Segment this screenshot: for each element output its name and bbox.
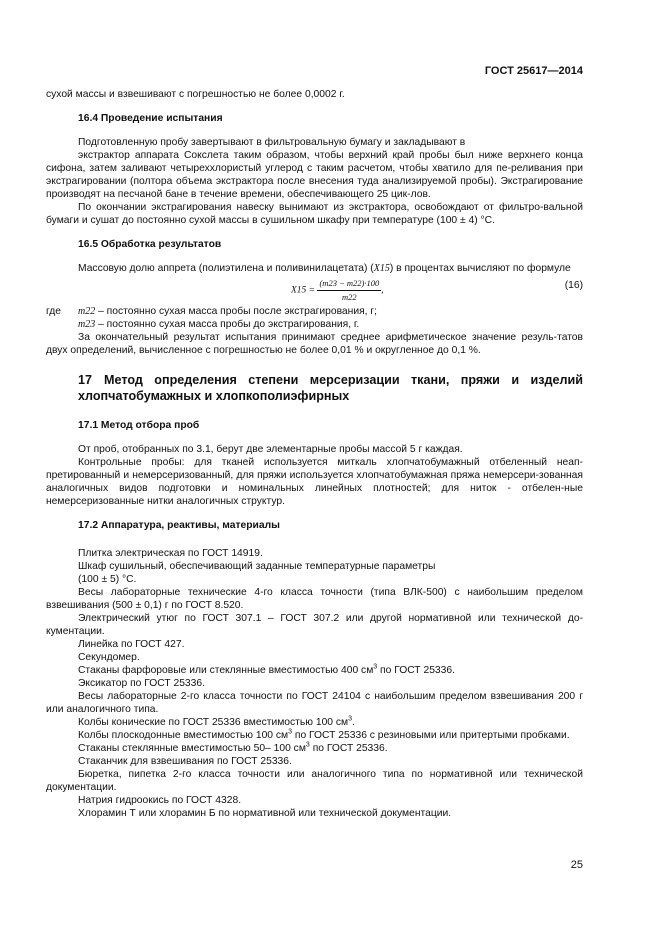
variable-m23: m23	[78, 319, 96, 330]
list-item: Шкаф сушильный, обеспечивающий заданные температурные параметры	[78, 561, 436, 572]
list-item: Плитка электрическая по ГОСТ 14919.	[78, 548, 263, 559]
list-item: Стаканчик для взвешивания по ГОСТ 25336.	[78, 756, 292, 767]
section-title-text: Метод определения степени мерсеризации ткани, пряжи и изделий хлопчатобумажных и хлопкополиэфирных	[78, 373, 583, 403]
variable-definition	[46, 305, 583, 318]
superscript: 3	[288, 728, 293, 736]
variable-m22: m22	[78, 306, 96, 317]
subsection-title: 17.1 Метод отбора проб	[78, 420, 200, 431]
text: Колбы конические по ГОСТ 25336 вместимостью 100 см	[78, 717, 349, 728]
text: Стаканы стеклянные вместимостью 50– 100 см	[78, 743, 306, 754]
variable-definition	[46, 318, 583, 331]
list-item	[46, 716, 583, 729]
text: по ГОСТ 25336 с резиновыми или притертыми пробками.	[292, 730, 570, 741]
variable-x15: X15	[373, 263, 390, 274]
list-item: Эксикатор по ГОСТ 25336.	[78, 678, 205, 689]
paragraph: сухой массы и взвешивают с погрешностью не более 0,0002 г.	[46, 89, 345, 100]
paragraph: Контрольные пробы: для тканей используется миткаль хлопчатобумажный отбеленный неап-претированный и немерсеризованный, для пряжи используется хлопчатобумажная пряжа немерсери-зованная аналогичных видов подготовки и номинальных линейных плотностей; для ниток - отбелен-ные немерсеризованные нитки аналогичных структур.	[46, 457, 583, 507]
text: Колбы плоскодонные вместимостью 100 см	[78, 730, 289, 741]
list-item: Весы лабораторные 2-го класса точности по ГОСТ 24104 с наибольшим пределом взвешивания 200 г или аналогичного типа.	[46, 691, 583, 715]
paragraph	[46, 262, 583, 275]
paragraph: От проб, отобранных по 3.1, берут две элементарные пробы массой 5 г каждая.	[78, 444, 463, 455]
formula-fraction	[317, 277, 384, 304]
paragraph: По окончании экстрагирования навеску вынимают из экстрактора, освобождают от фильтро-вальной бумаги и сушат до постоянно сухой массы в сушильном шкафу при температуре (100 ± 4) °С.	[46, 202, 583, 226]
paragraph: За окончательный результат испытания принимают среднее арифметическое значение резуль-татов двух определений, вычисленное с погрешностью не более 0,01 % и округленное до 0,1 %.	[46, 332, 583, 356]
formula-number: (16)	[564, 280, 583, 291]
where-label: где	[46, 306, 62, 317]
subsection-title: 17.2 Аппаратура, реактивы, материалы	[78, 520, 280, 531]
page-number: 25	[570, 859, 583, 871]
list-item: Весы лабораторные технические 4-го класса точности (типа ВЛК-500) с наибольшим пределом взвешивания (500 ± 0,1) г по ГОСТ 8.520.	[46, 587, 583, 611]
text: .	[352, 717, 355, 728]
list-item	[46, 742, 583, 755]
section-title	[78, 372, 583, 404]
text: – постоянно сухая масса пробы после экстрагирования, г;	[95, 306, 378, 317]
text: ) в процентах вычисляют по формуле	[389, 263, 571, 274]
list-item: Натрия гидроокись по ГОСТ 4328.	[78, 795, 242, 806]
list-item: Электрический утюг по ГОСТ 307.1 – ГОСТ 307.2 или другой нормативной или технической до-кументации.	[46, 613, 583, 637]
list-item: Бюретка, пипетка 2-го класса точности или аналогичного типа по нормативной или технической документации.	[46, 769, 583, 793]
superscript: 3	[373, 663, 378, 671]
superscript: 3	[348, 715, 353, 723]
paragraph: экстрактор аппарата Сокслета таким образом, чтобы верхний край пробы был ниже верхнего конца сифона, затем заливают четыреххлористый углерод с таким расчетом, чтобы хватило для пе-реливания при экстрагировании (полтора объема экстрактора после внесения туда анализируемой пробы). Экстрагирование производят на песчаной бане в течение времени, обеспечивающего 25 цик-лов.	[46, 150, 583, 200]
formula-16	[46, 275, 583, 305]
subsection-title: 16.4 Проведение испытания	[78, 113, 223, 124]
formula-numerator: (m23 − m22)·100	[317, 277, 381, 291]
list-item	[46, 729, 583, 742]
standard-header: ГОСТ 25617—2014	[484, 65, 583, 77]
text: Стаканы фарфоровые или стеклянные вместимостью 400 см	[78, 665, 374, 676]
list-item: Секундомер.	[78, 652, 140, 663]
section-number: 17	[78, 373, 93, 387]
list-item: Хлорамин Т или хлорамин Б по нормативной или технической документации.	[78, 808, 452, 819]
formula-denominator: m22	[342, 292, 357, 302]
subsection-title: 16.5 Обработка результатов	[78, 239, 222, 250]
document-body	[46, 88, 583, 820]
text: по ГОСТ 25336.	[377, 665, 455, 676]
list-item	[46, 664, 583, 677]
paragraph: Подготовленную пробу завертывают в фильтровальную бумагу и закладывают в	[78, 137, 466, 148]
list-item: Линейка по ГОСТ 427.	[78, 639, 185, 650]
text: по ГОСТ 25336.	[309, 743, 388, 754]
formula-lhs: X15 =	[291, 285, 316, 296]
formula-comma: ,	[381, 285, 384, 296]
formula-expression	[291, 277, 384, 304]
list-item: (100 ± 5) °С.	[78, 574, 137, 585]
where-block	[46, 305, 583, 331]
text: Массовую долю аппрета (полиэтилена и поливинилацетата) (	[78, 263, 374, 274]
text: – постоянно сухая масса пробы до экстрагирования, г.	[95, 319, 360, 330]
superscript: 3	[305, 741, 310, 749]
